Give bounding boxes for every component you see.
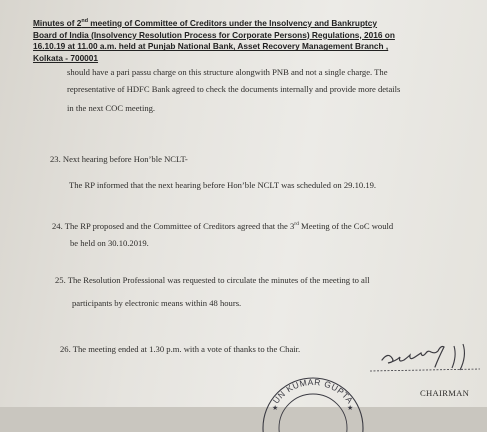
company-seal-stamp	[258, 372, 368, 432]
continued-paragraph-line-1: should have a pari passu charge on this structure alongwith PNB and not a single charge. The	[67, 67, 388, 77]
item-25-line-1: 25. The Resolution Professional was requested to circulate the minutes of the meeting to all	[55, 275, 370, 285]
svg-text:★: ★	[347, 404, 354, 412]
svg-text:UN KUMAR GUPTA	[271, 377, 356, 406]
header-line-2: Board of India (Insolvency Resolution Process for Corporate Persons) Regulations, 2016 on	[33, 29, 395, 40]
header-line-3: 16.10.19 at 11.00 a.m. held at Punjab National Bank, Asset Recovery Management Branch ,	[33, 41, 389, 52]
item-25-line-2: participants by electronic means within 48 hours.	[72, 298, 242, 308]
continued-paragraph-line-3: in the next COC meeting.	[67, 103, 156, 113]
header-line-1: Minutes of 2nd meeting of Committee of Creditors under the Insolvency and Bankruptcy	[33, 17, 378, 28]
header-line-4: Kolkata - 700001	[33, 53, 99, 64]
minutes-header	[33, 16, 473, 65]
handwritten-signature	[368, 338, 483, 378]
item-23-heading: 23. Next hearing before Hon’ble NCLT-	[50, 154, 188, 164]
svg-text:★: ★	[272, 404, 279, 412]
item-24-line-1: 24. The RP proposed and the Committee of Creditors agreed that the 3rd Meeting of the CoC would	[52, 220, 394, 231]
item-26-line-1: 26. The meeting ended at 1.30 p.m. with a vote of thanks to the Chair.	[60, 344, 301, 354]
item-24-line-2: be held on 30.10.2019.	[70, 238, 149, 248]
item-23-body: The RP informed that the next hearing before Hon’ble NCLT was scheduled on 29.10.19.	[69, 180, 377, 190]
seal-text: UN KUMAR GUPTA	[270, 376, 356, 406]
continued-paragraph-line-2: representative of HDFC Bank agreed to check the documents internally and provide more details	[67, 84, 401, 94]
chairman-label: CHAIRMAN	[420, 388, 470, 398]
